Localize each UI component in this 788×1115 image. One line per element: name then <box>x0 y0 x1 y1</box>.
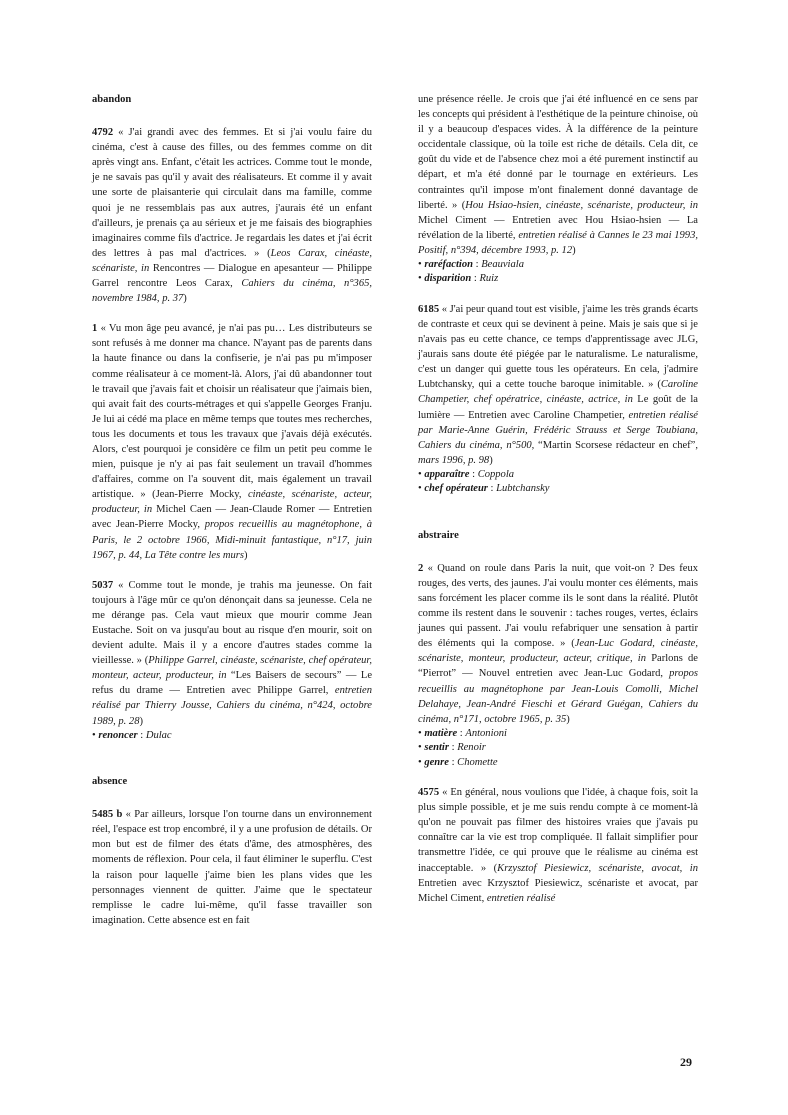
cross-reference-term: raréfaction <box>424 259 473 271</box>
right-column <box>418 92 698 921</box>
cross-reference-term: genre <box>424 756 449 768</box>
section-heading: abstraire <box>418 529 459 541</box>
cross-reference-term: matière <box>424 727 458 739</box>
entry-number: 1 <box>92 323 98 335</box>
source-text: Michel Caen — Jean-Claude Romer — Entretien avec Jean-Pierre Mocky, <box>92 504 372 531</box>
closing-paren: ) <box>139 715 143 727</box>
cross-reference-term: renoncer <box>98 729 138 741</box>
cross-reference[interactable]: • matière : Antonioni <box>418 727 507 739</box>
entry-2 <box>418 561 698 770</box>
entry-text <box>418 785 698 906</box>
entry-6185 <box>418 302 698 497</box>
entry-text <box>92 578 372 729</box>
page-number: 29 <box>680 1055 692 1069</box>
cross-reference-name: Chomette <box>457 756 498 768</box>
source-text: Michel Ciment — Entretien avec Hou Hsiao-hsien — La révélation de la liberté, <box>418 214 698 241</box>
entry-4792 <box>92 125 372 306</box>
cross-reference-list <box>92 729 372 743</box>
citation: Caroline Champetier, chef opératrice, cinéaste, actrice, in <box>418 379 698 406</box>
cross-reference-term: sentir <box>424 742 449 754</box>
cross-reference-name: Renoir <box>457 742 486 754</box>
cross-reference[interactable]: • raréfaction : Beauviala <box>418 259 524 271</box>
entry-text <box>92 125 372 306</box>
citation: Philippe Garrel, cinéaste, scénariste, chef opérateur, monteur, acteur, producteur, in <box>92 655 372 682</box>
closing-paren: ) <box>489 454 493 466</box>
closing-paren: ) <box>243 549 248 561</box>
source-text: “Les Baisers de secours” — Le refus du drame — Entretien avec Philippe Garrel, <box>92 670 373 697</box>
entry-number: 4792 <box>92 127 114 139</box>
closing-paren: ) <box>572 244 576 256</box>
entry-number: 5037 <box>92 579 114 591</box>
citation: entretien réalisé par Thierry Jousse, Cahiers du cinéma, n°424, octobre 1989, p. 28 <box>92 685 372 727</box>
citation: Leos Carax, cinéaste, scénariste, in <box>92 247 372 274</box>
entry-text <box>418 561 698 727</box>
entry-text <box>418 92 698 258</box>
quote-text: « Par ailleurs, lorsque l'on tourne dans un environnement réel, l'espace est trop encombré, il y a une profusion de détails. Or mon but est de filmer des états d'âme, des atmosphères, des moments de réflexion. Pour cela, il faut éliminer le superflu. C'est la raison pour laquelle j'aime bien les plans vides que les personnages viennent de quitter. J'aime que le spectateur remplisse le cadre lui-même, qu'il fasse travailler son imagination. Cette absence est en fait <box>92 809 372 926</box>
source-text: Parlons de “Pierrot” — Nouvel entretien avec Jean-Luc Godard, <box>418 653 698 680</box>
section-heading: abandon <box>92 94 132 105</box>
citation: propos recueillis au magnétophone, à Paris, le 2 octobre 1966, Midi-minuit fantastique, n°17, juin 1967, p. 44, La Tête contre les murs <box>92 519 372 561</box>
source-text: Rencontres — Dialogue en apesanteur — Philippe Garrel rencontre Leos Carax, <box>92 262 372 290</box>
entry-number: 5485 b <box>92 809 123 821</box>
quote-text: « Quand on roule dans Paris la nuit, que voit-on ? Des feux rouges, des verts, des jaunes. J'ai voulu monter ces éléments, mais sans forcément les placer comme ils le sont dans la réalité. Plutôt comme ils restent dans le souvenir : taches rouges, vertes, éclairs jaunes qui passent. J'ai voulu refabriquer une sensation à partir des éléments qui la compose. » ( <box>418 562 699 650</box>
entry-number: 2 <box>418 562 424 574</box>
entry-text <box>92 807 372 928</box>
cross-reference-list <box>418 727 698 770</box>
citation: Jean-Luc Godard, cinéaste, scénariste, monteur, producteur, acteur, critique, in <box>418 638 698 665</box>
entry-number: 4575 <box>418 787 440 799</box>
cross-reference-list <box>418 258 698 287</box>
entry-5037 <box>92 578 372 743</box>
citation: Hou Hsiao-hsien, cinéaste, scénariste, producteur, in <box>465 199 699 211</box>
cross-reference[interactable]: • genre : Chomette <box>418 756 498 768</box>
citation: entretien réalisé <box>486 892 556 904</box>
cross-reference-name: Dulac <box>145 729 172 741</box>
cross-reference-term: chef opérateur <box>424 483 488 495</box>
citation: Krzysztof Piesiewicz, scénariste, avocat, in <box>497 862 698 874</box>
cross-reference-list <box>418 468 698 497</box>
entry-text <box>418 302 698 468</box>
quote-text: « Vu mon âge peu avancé, je n'ai pas pu… Les distributeurs se sont refusés à me donner ma chance. N'ayant pas de parents dans la haute finance ou dans la confiserie, je n'ai pas pu m'imposer comme réalisateur à ce moment-là. Alors, j'ai dû abandonner tout le travail que j'avais fait et choisir un réalisateur que j'aimais bien, qui avait fait des courts-métrages et qui s'appelle Georges Franju. Je lui ai cédé ma place en même temps que toutes mes recherches, tous les documents et tous les travaux que j'avais déjà exécutés. Alors, c'est pourquoi je considère ce film un petit peu comme le mien, puisque je n'y ai pas fait seulement un travail d'hommes d'affaires, comme on l'a souvent dit, mais également un travail artistique. » (Jean-Pierre Mocky, <box>92 323 373 501</box>
cross-reference-term: disparition <box>424 273 472 285</box>
source-text: Entretien avec Krzysztof Piesiewicz, scénariste et avocat, par Michel Ciment, <box>418 877 698 904</box>
cross-reference[interactable]: • sentir : Renoir <box>418 742 486 754</box>
citation: entretien réalisé par Marie-Anne Guérin, Frédéric Strauss et Serge Toubiana, Cahiers du cinéma, n°500, <box>418 409 698 451</box>
closing-paren: ) <box>183 293 187 305</box>
entry-1 <box>92 321 372 563</box>
quote-text: « En général, nous voulions que l'idée, à chaque fois, soit la plus simple possible, et je me suis rendu compte à ce moment-là qu'on ne pouvait pas filmer des histoires vraies que j'avais pu connaître car la vie est trop compliquée. Il fallait simplifier pour transmettre l'idée, ce qui prouve que le réalisme au cinéma est inacceptable. » ( <box>418 787 698 874</box>
entry-text <box>92 321 372 563</box>
source-text: “Martin Scorsese rédacteur en chef”, <box>534 439 698 451</box>
quote-text: « J'ai peur quand tout est visible, j'aime les très grands écarts de contraste et ceux qui se devinent à peine. Mais je sais que si je n'avais pas eu cette chance, ce temps d'apprentissage avec JLG, j'aurais sans doute été piégée par le naturalisme. Le naturalisme, c'est un danger qui guette tous les opérateurs. En cela, j'admire Lubtchansky, qui a cette touche baroque inimitable. » ( <box>418 303 699 391</box>
cross-reference[interactable]: • apparaître : Coppola <box>418 468 515 480</box>
cross-reference-term: apparaître <box>424 468 470 480</box>
citation: cinéaste, scénariste, acteur, producteur, in <box>92 489 373 516</box>
cross-reference-name: Lubtchansky <box>496 483 550 495</box>
quote-text: « Comme tout le monde, je trahis ma jeunesse. On fait toujours à l'âge mûr ce qu'on dénonçait dans sa jeunesse. Cela ne me dérange pas. Cela vaut mieux que mourir comme Jean Eustache. Soit on va jusqu'au bout au risque d'en mourir, soit on devient adulte. Mais il y a encore d'autres stades comme la vieillesse. » ( <box>92 579 372 667</box>
cross-reference[interactable]: • disparition : Ruiz <box>418 273 499 285</box>
quote-text: une présence réelle. Je crois que j'ai été influencé en ce sens par les concepts qui président à l'esthétique de la peinture chinoise, où il y a beaucoup d'espaces vides. À la différence de la peinture occidentale classique, où la toile est riche de détails. Cela dit, ce goût du vide et de l'absence chez moi a été purement instinctif au départ, et m'a été donné par le tournage en extérieurs. Les contraintes qu'il impose m'ont finalement donné davantage de liberté. » ( <box>418 94 698 211</box>
citation: mars 1996, p. 98 <box>418 454 490 466</box>
cross-reference-name: Coppola <box>477 468 515 480</box>
source-text: Le goût de la lumière — Entretien avec Caroline Champetier, <box>418 394 698 421</box>
left-column <box>92 92 372 943</box>
citation: Cahiers du cinéma, n°365, novembre 1984, p. 37 <box>92 278 373 305</box>
cross-reference-name: Ruiz <box>479 273 499 285</box>
cross-reference[interactable]: • chef opérateur : Lubtchansky <box>418 483 550 495</box>
cross-reference-name: Beauviala <box>481 259 524 271</box>
entry-5485b <box>92 807 372 928</box>
citation: entretien réalisé à Cannes le 23 mai 1993, Positif, n°394, décembre 1993, p. 12 <box>418 229 698 256</box>
section-heading: absence <box>92 776 128 788</box>
citation: propos recueillis au magnétophone par Jean-Louis Comolli, Michel Delahaye, Jean-André Fieschi et Gérard Guégan, Cahiers du cinéma, n°171, octobre 1965, p. 35 <box>418 668 698 725</box>
entry-5485b-continued <box>418 92 698 287</box>
entry-number: 6185 <box>418 303 440 315</box>
cross-reference-name: Antonioni <box>465 727 507 739</box>
cross-reference[interactable]: • renoncer : Dulac <box>92 729 172 741</box>
entry-4575 <box>418 785 698 906</box>
closing-paren: ) <box>566 713 570 725</box>
quote-text: « J'ai grandi avec des femmes. Et si j'ai voulu faire du cinéma, c'est à cause des filles, ou des femmes comme on dit après vingt ans. Enfant, c'était les actrices. Comme tout le monde, je ne savais pas qu'il y avait des réalisateurs. Et comme il y avait une sorte de plaisanterie qui circulait dans ma famille, comme quoi je ne ressemblais pas aux autres, j'aurais été un enfant d'ailleurs, je prenais ça au sérieux et je me faisais des biographies imaginaires comme fils d'actrice. Je regardais les dates et j'ai écrit des lettres à pas mal d'actrices. » ( <box>92 127 372 259</box>
